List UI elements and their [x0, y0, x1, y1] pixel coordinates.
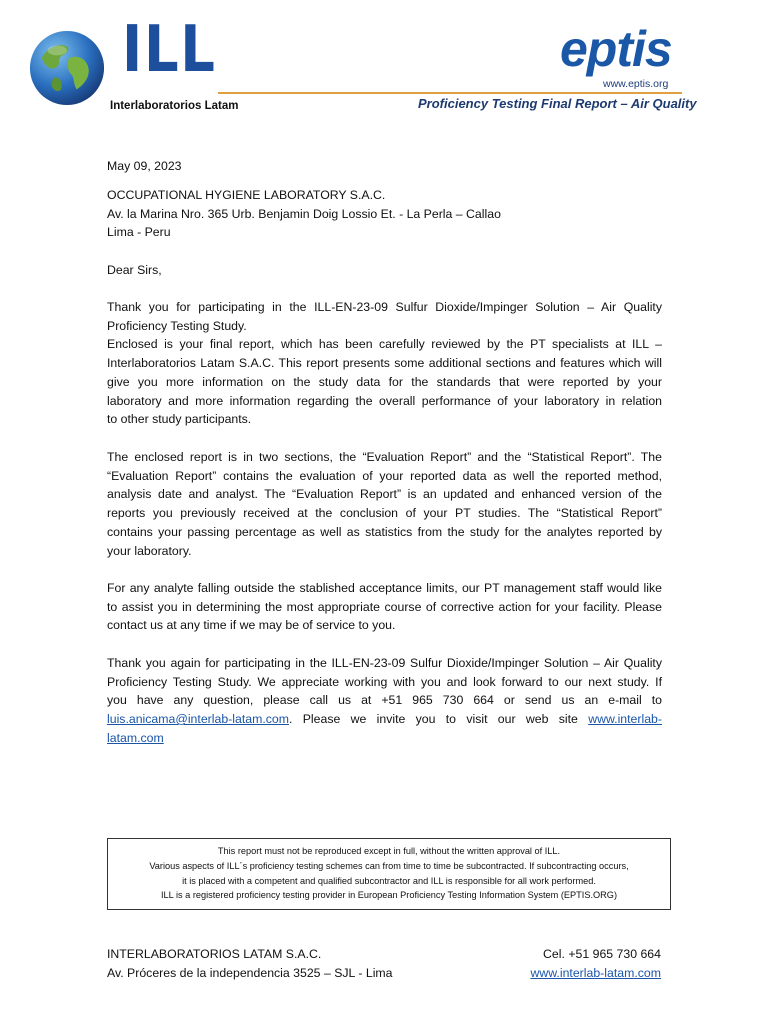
p4-line: to assist you in determining the most appropriate course of corrective action for your facility. Please: [107, 599, 662, 614]
ill-logo: ILL: [122, 13, 217, 87]
eptis-url: www.eptis.org: [603, 78, 669, 90]
paragraph-intro: [107, 298, 662, 429]
p3-line: your laboratory.: [107, 543, 192, 558]
paragraph-sections: [107, 448, 662, 560]
p1-line: Thank you for participating in the ILL-EN-23-09 Sulfur Dioxide/Impinger Solution – Air Quality: [107, 300, 662, 314]
salutation: Dear Sirs,: [107, 263, 162, 277]
letter-date: May 09, 2023: [107, 159, 182, 173]
recipient-block: [107, 186, 662, 242]
recipient-address: Av. la Marina Nro. 365 Urb. Benjamin Doig Lossio Et. - La Perla – Callao: [107, 206, 501, 221]
paragraph-corrective: [107, 579, 662, 635]
p5-mid-text: . Please we invite you to visit our web site: [288, 712, 589, 727]
p5-line: Proficiency Testing Study. We appreciate working with you and look forward to our next study. If: [107, 674, 662, 689]
notice-line: it is placed with a competent and qualified subcontractor and ILL is responsible for all work performed.: [182, 875, 596, 886]
header-divider: [218, 92, 682, 94]
recipient-city: Lima - Peru: [107, 225, 171, 240]
footer-address: Av. Próceres de la independencia 3525 – SJL - Lima: [107, 965, 393, 980]
p3-line: “Evaluation Report” contains the evaluation of your reported data as well the reported method,: [107, 468, 662, 483]
p2-line: laboratory and more information regarding the overall performance of your laboratory in relation: [107, 393, 662, 408]
report-title: Proficiency Testing Final Report – Air Quality: [418, 96, 697, 111]
notice-line: ILL is a registered proficiency testing provider in European Proficiency Testing Information System (EPTIS.ORG): [161, 890, 617, 901]
p5-line-links: [107, 710, 662, 729]
p4-line: For any analyte falling outside the stablished acceptance limits, our PT management staff would like: [107, 581, 662, 595]
paragraph-closing: [107, 654, 662, 748]
recipient-name: OCCUPATIONAL HYGIENE LABORATORY S.A.C.: [107, 188, 386, 202]
p2-line: give you more information on the study data for the standards that were reported by your: [107, 374, 662, 389]
p1-line: Proficiency Testing Study.: [107, 318, 247, 333]
globe-logo-icon: [28, 28, 106, 108]
p5-line: Thank you again for participating in the ILL-EN-23-09 Sulfur Dioxide/Impinger Solution – Air Quality: [107, 656, 662, 670]
notice-line: This report must not be reproduced except in full, without the written approval of ILL.: [217, 846, 561, 856]
website-link-part2[interactable]: latam.com: [107, 730, 164, 745]
p3-line: contains your passing percentage as well as statistics from the study for the analytes reported by: [107, 524, 662, 539]
footer-company: INTERLABORATORIOS LATAM S.A.C.: [107, 947, 322, 961]
footer-address-block: [107, 945, 393, 982]
p3-line: reports you previously received at the conclusion of your PT studies. The “Statistical Report”: [107, 506, 662, 521]
p2-line: to other study participants.: [107, 412, 252, 427]
email-link[interactable]: luis.anicama@interlab-latam.com: [107, 712, 289, 727]
p3-line: analysis date and analyst. The “Evaluation Report” is an updated and enhanced version of the: [107, 487, 662, 502]
p3-line: The enclosed report is in two sections, the “Evaluation Report” and the “Statistical Report”. The: [107, 450, 662, 464]
notice-line: Various aspects of ILL´s proficiency testing schemes can from time to time be subcontracted. If subcontracting occurs,: [149, 860, 629, 871]
p2-line: Interlaboratorios Latam S.A.C. This report presents some additional sections and features which will: [107, 356, 662, 371]
eptis-logo: eptis: [560, 21, 672, 77]
p2-line: Enclosed is your final report, which has been carefully reviewed by the PT specialists at ILL –: [107, 337, 662, 352]
p4-line: contact us at any time if we may be of service to you.: [107, 618, 396, 633]
footer-phone: Cel. +51 965 730 664: [543, 947, 661, 961]
ill-subtitle: Interlaboratorios Latam: [110, 100, 239, 112]
footer-contact-block: [530, 945, 661, 982]
p5-line: you have any question, please call us at +51 965 730 664 or send us an e-mail to: [107, 693, 662, 708]
footer-website-link[interactable]: www.interlab-latam.com: [530, 965, 661, 980]
website-link-part1[interactable]: www.interlab-: [588, 712, 662, 727]
legal-notice-box: [107, 838, 671, 910]
